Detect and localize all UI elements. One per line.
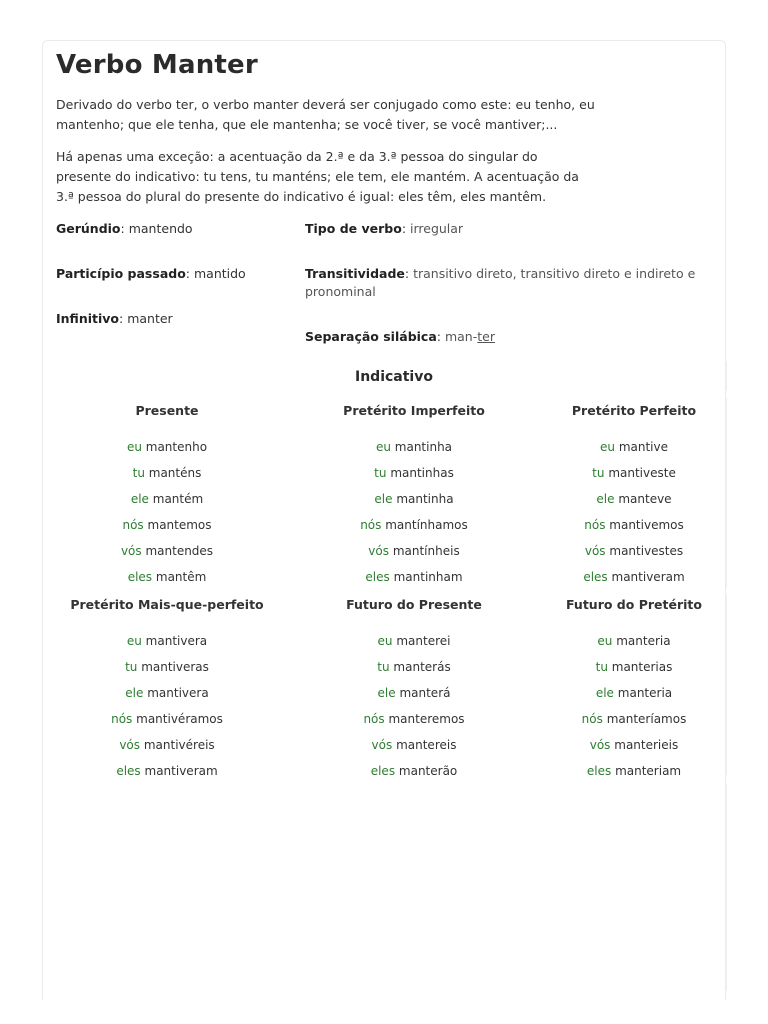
conjugation-row [299, 706, 529, 732]
info-tipo: Tipo de verbo: irregular [305, 221, 464, 236]
pronoun: tu [595, 660, 608, 674]
tense-column [519, 402, 749, 590]
scroll-edge [725, 784, 727, 990]
verb-form: manterão [398, 764, 458, 778]
info-separacao: Separação silábica: man-ter [305, 329, 495, 344]
verb-form: manteremos [388, 712, 465, 726]
conjugation-row [52, 434, 282, 460]
info-value: mantido [193, 266, 246, 281]
tense-column [52, 596, 282, 784]
verb-form: mantivera [145, 634, 208, 648]
conjugation-row [519, 512, 749, 538]
pronoun: eles [586, 764, 612, 778]
pronoun: eles [365, 570, 390, 584]
pronoun: eles [116, 764, 141, 778]
info-gerundio: Gerúndio: mantendo [56, 221, 193, 236]
pronoun: eu [600, 440, 615, 454]
pronoun: nós [363, 712, 385, 726]
info-label: Transitividade [305, 266, 405, 281]
verb-form: mantinha [394, 440, 453, 454]
pronoun: vós [120, 544, 142, 558]
conjugation-row [299, 564, 529, 590]
tense-column [299, 402, 529, 590]
verb-form: manteria [617, 686, 673, 700]
verb-form: mantemos [147, 518, 212, 532]
info-participio: Particípio passado: mantido [56, 266, 246, 281]
verb-form: mantenho [145, 440, 208, 454]
tense-title: Presente [135, 403, 199, 418]
conjugation-row [52, 512, 282, 538]
verb-form: mantiveram [144, 764, 218, 778]
pronoun: nós [360, 518, 382, 532]
conjugation-row [299, 486, 529, 512]
pronoun: nós [581, 712, 603, 726]
pronoun: nós [122, 518, 144, 532]
verb-form: manteria [616, 634, 671, 648]
conjugation-row [299, 628, 529, 654]
verb-form: mantinha [396, 492, 454, 506]
exception-paragraph: Há apenas uma exceção: a acentuação da 2.ª e da 3.ª pessoa do singular do presente do indicativo: tu tens, tu manténs; ele tem, ele mantém. A acentuação da 3.ª pessoa do plural do presente do indicativo é igual: eles têm, eles mantêm. [56, 149, 579, 204]
verb-form: manteriam [615, 764, 682, 778]
verb-form: mantivemos [609, 518, 684, 532]
conjugation-row [519, 628, 749, 654]
pronoun: tu [125, 660, 138, 674]
conjugation-row [299, 538, 529, 564]
pronoun: ele [130, 492, 149, 506]
verb-form: manteríamos [606, 712, 687, 726]
pronoun: ele [125, 686, 144, 700]
pronoun: ele [595, 686, 614, 700]
conjugation-row [519, 680, 749, 706]
info-infinitivo: Infinitivo: manter [56, 311, 173, 326]
pronoun: eles [127, 570, 153, 584]
verb-form: mantivestes [609, 544, 684, 558]
verb-form: manteve [618, 492, 672, 506]
conjugation-row [52, 564, 282, 590]
pronoun: tu [374, 466, 387, 480]
verb-form: manterás [393, 660, 451, 674]
conjugation-row [52, 732, 282, 758]
pronoun: tu [377, 660, 390, 674]
pronoun: vós [119, 738, 141, 752]
verb-form: manterei [396, 634, 451, 648]
conjugation-row [299, 460, 529, 486]
pronoun: eles [370, 764, 396, 778]
pronoun: tu [132, 466, 145, 480]
pronoun: eu [126, 634, 142, 648]
conjugation-row [519, 564, 749, 590]
page-title: Verbo Manter [56, 50, 258, 80]
tense-title: Futuro do Pretérito [566, 597, 702, 612]
pronoun: eu [375, 440, 391, 454]
verb-form: manterá [399, 686, 451, 700]
info-value: man- [444, 329, 478, 344]
verb-form: mantendes [145, 544, 214, 558]
info-transitividade: Transitividade: transitivo direto, transitivo direto e indireto e pronominal [305, 266, 696, 299]
conjugation-row [519, 732, 749, 758]
conjugation-row [299, 434, 529, 460]
pronoun: nós [111, 712, 133, 726]
section-title-indicativo: Indicativo [355, 369, 433, 385]
pronoun: nós [584, 518, 606, 532]
pronoun: ele [596, 492, 615, 506]
pronoun: vós [371, 738, 393, 752]
info-value: transitivo direto, transitivo direto e indireto e pronominal [305, 266, 696, 299]
intro-paragraph: Derivado do verbo ter, o verbo manter deverá ser conjugado como este: eu tenho, eu mantenho; que ele tenha, que ele mantenha; se você tiver, se você mantiver;... [56, 97, 595, 132]
tense-title: Pretérito Perfeito [571, 403, 697, 418]
tense-column [519, 596, 749, 784]
info-label: Infinitivo [56, 311, 119, 326]
pronoun: vós [589, 738, 611, 752]
pronoun: ele [377, 686, 396, 700]
verb-form: mantivéreis [143, 738, 215, 752]
pronoun: eu [126, 440, 142, 454]
conjugation-row [52, 460, 282, 486]
tense-title: Futuro do Presente [346, 597, 482, 612]
syllable-link[interactable]: ter [477, 329, 495, 344]
verb-form: mantiveste [608, 466, 676, 480]
conjugation-row [299, 732, 529, 758]
conjugation-row [299, 654, 529, 680]
info-label: Tipo de verbo [305, 221, 402, 236]
verb-form: mantiveras [141, 660, 209, 674]
conjugation-row [519, 460, 749, 486]
verb-form: mantinham [393, 570, 463, 584]
info-value: mantendo [128, 221, 193, 236]
info-label: Gerúndio [56, 221, 121, 236]
pronoun: eu [597, 634, 613, 648]
conjugation-row [519, 758, 749, 784]
conjugation-row [52, 486, 282, 512]
verb-form: mantinhas [390, 466, 454, 480]
tense-column [52, 402, 282, 590]
info-value: manter [127, 311, 173, 326]
info-label: Particípio passado [56, 266, 186, 281]
verb-form: manterias [611, 660, 673, 674]
conjugation-row [299, 758, 529, 784]
tense-title: Pretérito Mais-que-perfeito [70, 597, 264, 612]
conjugation-row [519, 434, 749, 460]
conjugation-row [519, 538, 749, 564]
verb-form: mantêm [155, 570, 207, 584]
pronoun: ele [374, 492, 393, 506]
conjugation-row [52, 758, 282, 784]
verb-form: mantém [152, 492, 204, 506]
conjugation-row [52, 706, 282, 732]
verb-form: mantereis [396, 738, 457, 752]
conjugation-row [299, 680, 529, 706]
verb-form: mantínheis [392, 544, 460, 558]
verb-form: manténs [148, 466, 202, 480]
conjugation-row [52, 628, 282, 654]
verb-form: mantive [618, 440, 668, 454]
conjugation-row [52, 538, 282, 564]
conjugation-row [519, 486, 749, 512]
conjugation-row [299, 512, 529, 538]
conjugation-row [519, 654, 749, 680]
verb-form: mantivéramos [136, 712, 223, 726]
verb-form: mantínhamos [385, 518, 468, 532]
info-label: Separação silábica [305, 329, 437, 344]
info-value: irregular [410, 221, 464, 236]
pronoun: eu [377, 634, 393, 648]
conjugation-row [519, 706, 749, 732]
pronoun: vós [368, 544, 389, 558]
pronoun: tu [592, 466, 605, 480]
tense-column [299, 596, 529, 784]
verb-form: mantiveram [611, 570, 685, 584]
conjugation-row [52, 654, 282, 680]
tense-title: Pretérito Imperfeito [343, 403, 485, 418]
verb-form: manterieis [614, 738, 679, 752]
conjugation-row [52, 680, 282, 706]
pronoun: vós [584, 544, 606, 558]
verb-form: mantivera [147, 686, 209, 700]
pronoun: eles [583, 570, 608, 584]
